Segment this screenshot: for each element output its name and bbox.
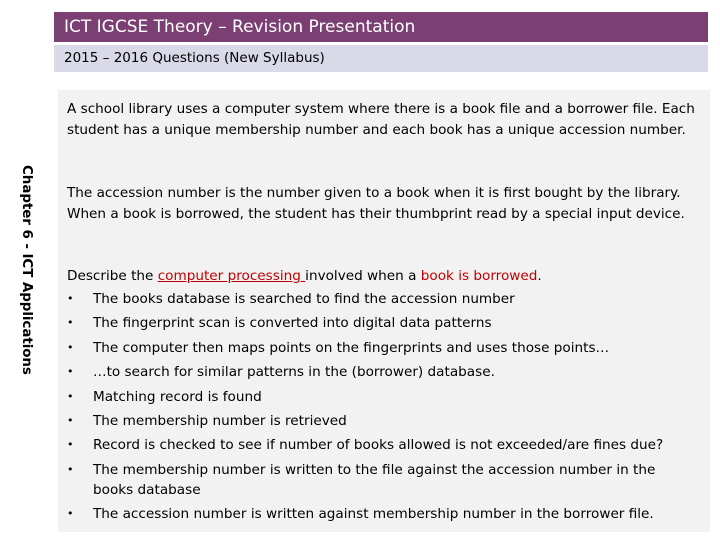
list-item-text: The books database is searched to find the accession number	[93, 291, 515, 307]
accession-paragraph: The accession number is the number given to a book when it is first bought by the library. When a book is borrowed, the student has their thumbprint read by a special input device.	[67, 185, 685, 222]
list-item-text: …to search for similar patterns in the (borrower) database.	[93, 364, 495, 381]
chapter-label: Chapter 6 - ICT Applications	[19, 165, 35, 375]
list-item	[67, 435, 697, 455]
answer-bullet-list	[67, 289, 697, 529]
list-item	[67, 387, 697, 407]
list-item	[67, 289, 697, 309]
question-middle: involved when a	[305, 268, 421, 284]
question-suffix: .	[537, 268, 542, 284]
content-panel	[58, 90, 710, 532]
list-item	[67, 313, 697, 333]
bullet-icon: •	[67, 507, 74, 521]
bullet-icon: •	[67, 316, 74, 330]
list-item	[67, 460, 697, 500]
bullet-icon: •	[67, 340, 74, 354]
list-item-text: Record is checked to see if number of books allowed is not exceeded/are fines due?	[93, 437, 664, 454]
bullet-icon: •	[67, 438, 74, 452]
presentation-title: ICT IGCSE Theory – Revision Presentation	[64, 17, 416, 37]
question-term-computer-processing: computer processing	[157, 268, 306, 284]
list-item-text: The accession number is written against membership number in the borrower file.	[93, 506, 654, 523]
bullet-icon: •	[67, 365, 74, 379]
presentation-subtitle-bar	[54, 45, 708, 72]
list-item-text: The membership number is retrieved	[93, 412, 347, 429]
list-item-text: Matching record is found	[93, 388, 262, 405]
bullet-icon: •	[67, 462, 74, 476]
presentation-subtitle: 2015 – 2016 Questions (New Syllabus)	[64, 50, 325, 66]
list-item-text: The fingerprint scan is converted into digital data patterns	[93, 315, 492, 332]
scenario-paragraph: A school library uses a computer system where there is a book file and a borrower file. Each student has a unique membership number and each book has a unique accession number.	[67, 101, 695, 138]
list-item-text: The computer then maps points on the fingerprints and uses those points…	[93, 339, 610, 356]
question-term-book-borrowed: book is borrowed	[420, 268, 538, 284]
list-item-text: The membership number is written to the file against the accession number in the books database	[93, 461, 656, 498]
list-item	[67, 504, 697, 524]
presentation-title-bar	[54, 12, 708, 42]
bullet-icon: •	[67, 389, 74, 403]
bullet-icon: •	[67, 292, 74, 305]
question-prefix: Describe the	[67, 268, 158, 284]
list-item	[67, 338, 697, 358]
list-item	[67, 362, 697, 382]
chapter-sidebar	[14, 165, 40, 375]
list-item	[67, 411, 697, 431]
question-text	[67, 266, 697, 287]
bullet-icon: •	[67, 413, 74, 427]
